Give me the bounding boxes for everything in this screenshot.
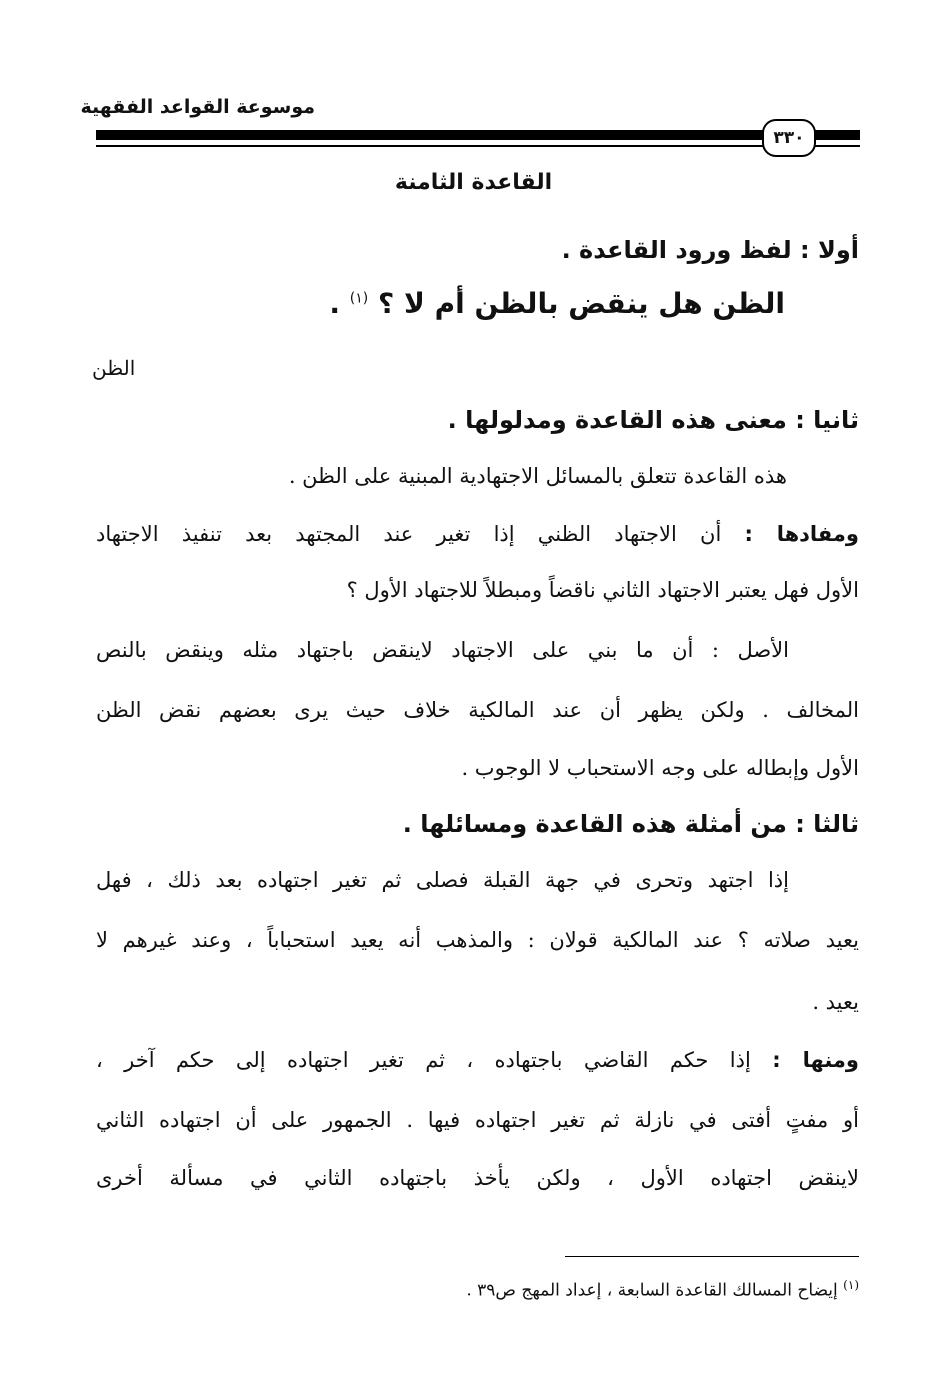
rule-title: القاعدة الثامنة (394, 170, 553, 195)
page-number: ٣٣٠ (762, 119, 816, 157)
paragraph-line (96, 522, 859, 546)
paragraph-line: لاينقض اجتهاده الأول ، ولكن يأخذ باجتهاده الثاني في مسألة أخرى (96, 1166, 859, 1190)
paragraph-line: المخالف . ولكن يظهر أن عند المالكية خلاف حيث يرى بعضهم نقض الظن (96, 698, 859, 722)
footnote-rule (565, 1256, 859, 1257)
side-word: الظن (92, 356, 136, 380)
paragraph-line-text: أن الاجتهاد الظني إذا تغير عند المجتهد بعد تنفيذ الاجتهاد (96, 522, 722, 546)
paragraph-line: يعيد صلاته ؟ عند المالكية قولان : والمذهب أنه يعيد استحباباً ، وعند غيرهم لا (96, 928, 859, 952)
footnote-text: إيضاح المسالك القاعدة السابعة ، إعداد المهج ص٣٩ . (466, 1280, 838, 1301)
paragraph-line: هذه القاعدة تتعلق بالمسائل الاجتهادية المبنية على الظن . (288, 464, 787, 488)
paragraph-line-text: إذا حكم القاضي باجتهاده ، ثم تغير اجتهاده إلى حكم آخر ، (96, 1048, 751, 1072)
paragraph-line: الأول فهل يعتبر الاجتهاد الثاني ناقضاً ومبطلاً للاجتهاد الأول ؟ (346, 578, 859, 602)
paragraph-line: يعيد . (812, 990, 859, 1014)
paragraph-line: الأول وإبطاله على وجه الاستحباب لا الوجوب . (461, 756, 859, 780)
paragraph-line: الأصل : أن ما بني على الاجتهاد لاينقض باجتهاد مثله وينقض بالنص (96, 638, 789, 662)
footnote (466, 1278, 859, 1301)
rule-statement-end: . (329, 287, 341, 320)
book-title: موسوعة القواعد الفقهية (80, 96, 315, 118)
lead-word: ومفادها : (744, 522, 859, 546)
paragraph-line: أو مفتٍ أفتى في نازلة ثم تغير اجتهاده فيها . الجمهور على أن اجتهاده الثاني (96, 1108, 859, 1132)
paragraph-line (96, 1048, 859, 1072)
rule-statement (329, 287, 785, 320)
paragraph-line: إذا اجتهد وتحرى في جهة القبلة فصلى ثم تغير اجتهاده بعد ذلك ، فهل (96, 868, 789, 892)
lead-word: ومنها : (772, 1048, 859, 1072)
header-rule-thin (96, 145, 860, 147)
header-rule-thick (96, 130, 860, 140)
footnote-reference: (١) (349, 290, 369, 307)
rule-statement-text: الظن هل ينقض بالظن أم لا ؟ (378, 287, 785, 320)
footnote-mark: (١) (843, 1278, 859, 1292)
section2-heading: ثانيا : معنى هذه القاعدة ومدلولها . (447, 406, 859, 434)
section1-heading: أولا : لفظ ورود القاعدة . (561, 236, 859, 264)
section3-heading: ثالثا : من أمثلة هذه القاعدة ومسائلها . (402, 810, 859, 838)
